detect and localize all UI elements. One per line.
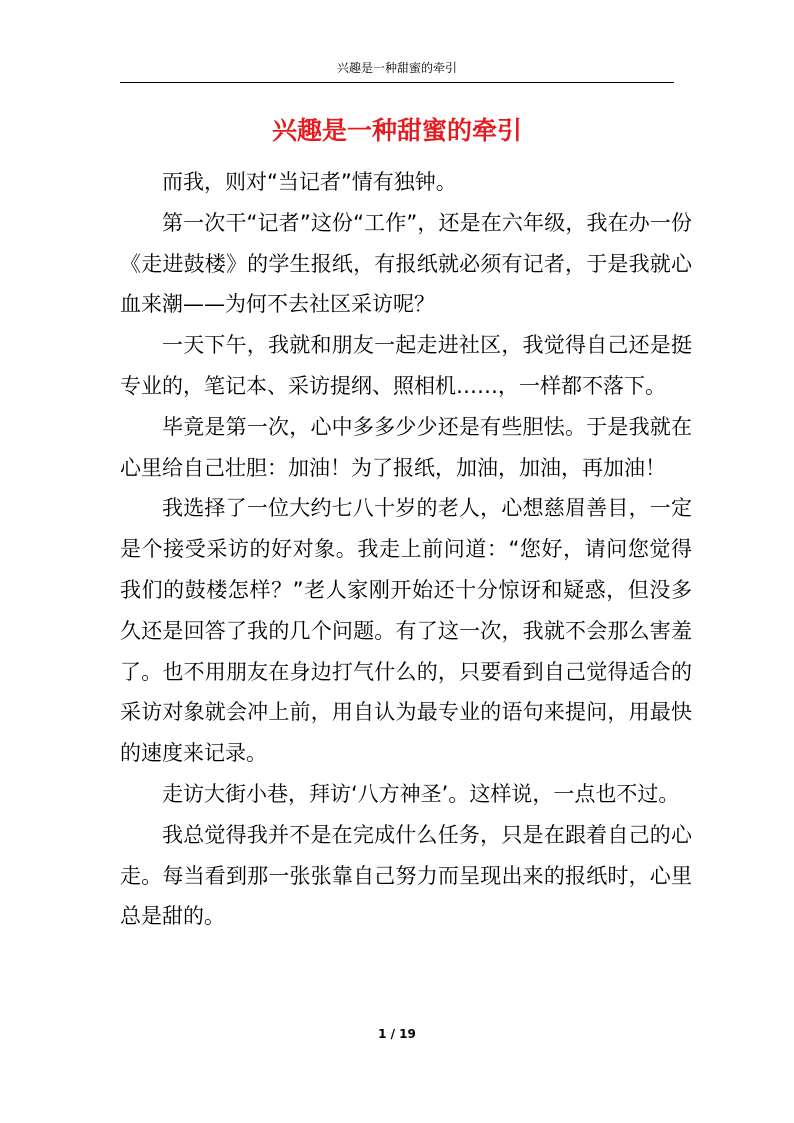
paragraph: 我总觉得我并不是在完成什么任务，只是在跟着自己的心走。每当看到那一张张靠自己努力而呈现出来的报纸时，心里总是甜的。	[120, 822, 692, 929]
running-header: 兴趣是一种甜蜜的牵引	[336, 61, 457, 75]
paragraph: 毕竟是第一次，心中多多少少还是有些胆怯。于是我就在心里给自己壮胆：加油！为了报纸，加油，加油，再加油！	[120, 414, 692, 480]
paragraph: 第一次干“记者”这份“工作”，还是在六年级，我在办一份《走进鼓楼》的学生报纸，有报纸就必须有记者，于是我就心血来潮——为何不去社区采访呢？	[120, 210, 692, 317]
document-title: 兴趣是一种甜蜜的牵引	[271, 116, 522, 145]
paragraph: 走访大街小巷，拜访‘八方神圣’。这样说，一点也不过。	[162, 781, 680, 806]
paragraph: 一天下午，我就和朋友一起走进社区，我觉得自己还是挺专业的，笔记本、采访提纲、照相机……，一样都不落下。	[120, 333, 692, 398]
header-divider	[120, 82, 674, 83]
document-body	[120, 162, 692, 937]
page-number: 1 / 19	[378, 1027, 416, 1041]
paragraph: 而我，则对“当记者”情有独钟。	[162, 170, 457, 194]
paragraph: 我选择了一位大约七八十岁的老人，心想慈眉善目，一定是个接受采访的好对象。我走上前问道：“您好，请问您觉得我们的鼓楼怎样？”老人家刚开始还十分惊讶和疑惑，但没多久还是回答了我的几个问题。有了这一次，我就不会那么害羞了。也不用朋友在身边打气什么的，只要看到自己觉得适合的采访对象就会冲上前，用自认为最专业的语句来提问，用最快的速度来记录。	[120, 496, 692, 766]
